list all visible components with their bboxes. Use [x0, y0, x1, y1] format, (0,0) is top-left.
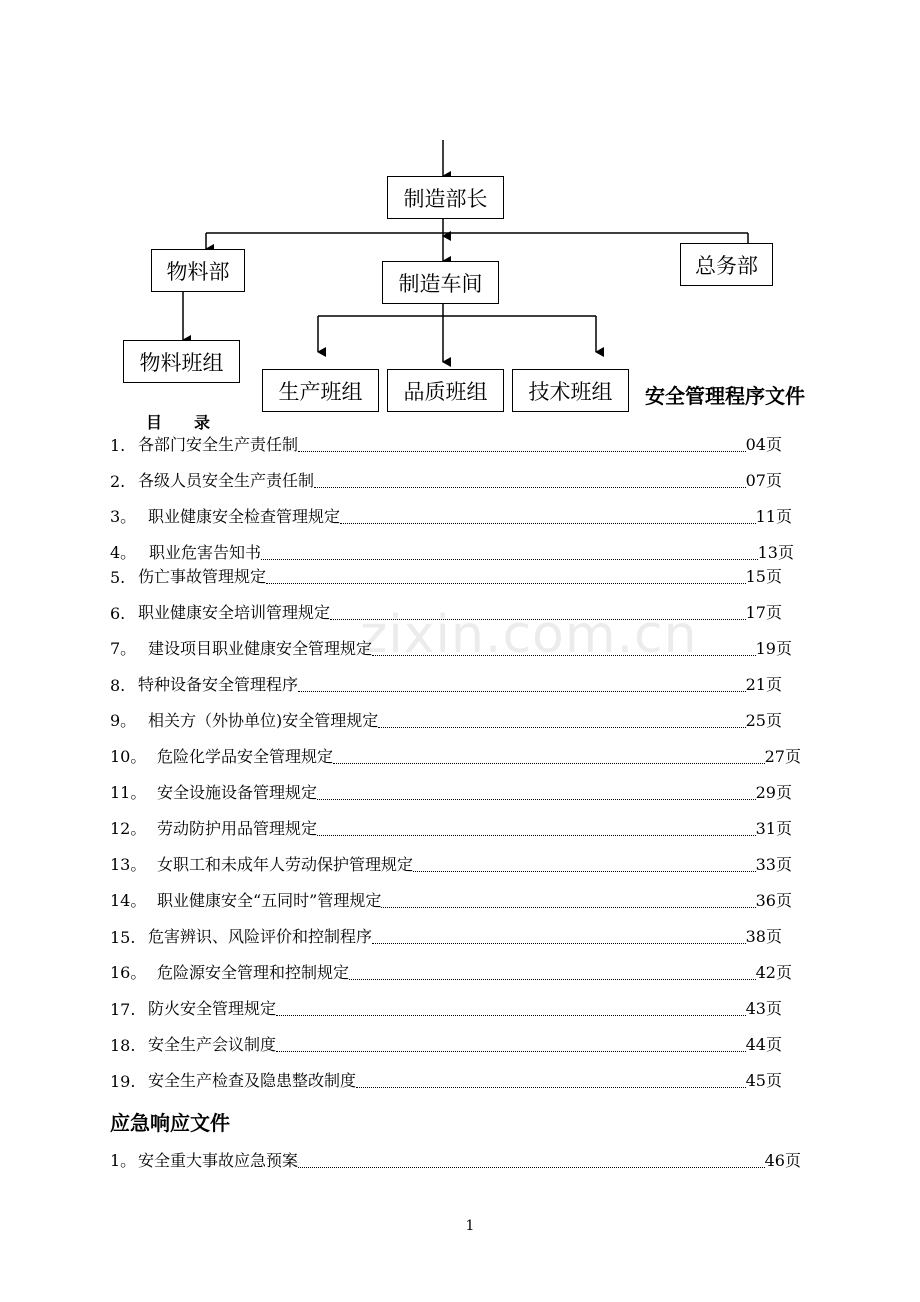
toc-title-text: 职业健康安全培训管理规定 [138, 603, 331, 622]
toc-number: 5. [110, 568, 126, 587]
toc-row [110, 817, 792, 839]
org-box-workshop: 制造车间 [382, 261, 499, 304]
toc-page: 31页 [755, 819, 792, 838]
toc-leader [381, 906, 755, 908]
org-box-quality-team: 品质班组 [387, 369, 504, 412]
toc-leader [413, 870, 756, 872]
toc-number: 14。 [110, 891, 147, 910]
emergency-documents-heading: 应急响应文件 [110, 1111, 230, 1135]
toc-row [110, 469, 782, 491]
toc-row [110, 745, 801, 767]
org-box-technical-team: 技术班组 [512, 369, 629, 412]
toc-title-text: 伤亡事故管理规定 [138, 567, 267, 586]
toc-leader [298, 690, 746, 692]
toc-row [110, 673, 782, 695]
toc-row [110, 637, 792, 659]
toc-page: 25页 [745, 711, 782, 730]
emergency-toc-row [110, 1149, 801, 1171]
org-box-manufacturing-director: 制造部长 [387, 176, 504, 219]
toc-title-text: 职业危害告知书 [149, 543, 262, 562]
toc-title-text: 各部门安全生产责任制 [138, 435, 299, 454]
toc-row [110, 541, 794, 563]
toc-page: 13页 [757, 543, 794, 562]
toc-row [110, 853, 792, 875]
toc-row [110, 961, 792, 983]
toc-page: 43页 [745, 999, 782, 1018]
toc-page: 45页 [745, 1071, 782, 1090]
toc-number: 10。 [110, 747, 147, 766]
toc-leader [333, 762, 765, 764]
toc-number: 15. [110, 928, 136, 947]
toc-leader [314, 486, 746, 488]
toc-title-text: 危险化学品安全管理规定 [157, 747, 334, 766]
toc-leader [330, 618, 746, 620]
safety-documents-heading: 安全管理程序文件 [645, 384, 805, 408]
toc-page: 38页 [745, 927, 782, 946]
toc-title-text: 女职工和未成年人劳动保护管理规定 [157, 855, 414, 874]
toc-number: 11。 [110, 783, 147, 802]
toc-number: 16。 [110, 963, 147, 982]
toc-title-text: 安全重大事故应急预案 [138, 1151, 299, 1170]
toc-page: 11页 [755, 507, 792, 526]
toc-number: 4。 [110, 543, 137, 562]
toc-title-text: 安全设施设备管理规定 [157, 783, 318, 802]
toc-title-text: 安全生产检查及隐患整改制度 [148, 1071, 357, 1090]
org-box-material-team: 物料班组 [123, 340, 240, 383]
toc-number: 1. [110, 436, 126, 455]
toc-leader [298, 450, 746, 452]
toc-number: 1。 [110, 1151, 137, 1170]
toc-number: 18. [110, 1036, 136, 1055]
watermark: zixin.com.cn [360, 605, 698, 665]
toc-leader [261, 558, 758, 560]
toc-number: 13。 [110, 855, 147, 874]
toc-row [110, 709, 782, 731]
toc-row [110, 433, 782, 455]
toc-page: 42页 [755, 963, 792, 982]
toc-number: 7。 [110, 639, 137, 658]
toc-title-text: 危害辨识、风险评价和控制程序 [148, 927, 373, 946]
toc-row [110, 997, 782, 1019]
toc-leader [372, 654, 756, 656]
toc-page: 07页 [745, 471, 782, 490]
toc-title-text: 相关方（外协单位)安全管理规定 [148, 711, 379, 730]
toc-title: 目 录 [146, 413, 211, 432]
toc-page: 15页 [745, 567, 782, 586]
toc-page: 17页 [745, 603, 782, 622]
toc-row [110, 601, 782, 623]
toc-page: 44页 [745, 1035, 782, 1054]
toc-page: 04页 [745, 435, 782, 454]
org-box-production-team: 生产班组 [262, 369, 379, 412]
toc-number: 3。 [110, 507, 137, 526]
toc-title-text: 劳动防护用品管理规定 [157, 819, 318, 838]
org-box-material-dept: 物料部 [151, 249, 245, 292]
toc-number: 2. [110, 472, 126, 491]
toc-title-text: 安全生产会议制度 [148, 1035, 277, 1054]
toc-leader [340, 522, 756, 524]
toc-title-text: 建设项目职业健康安全管理规定 [148, 639, 373, 658]
org-box-general-affairs: 总务部 [680, 243, 773, 286]
page-number: 1 [465, 1218, 475, 1234]
toc-number: 12。 [110, 819, 147, 838]
toc-row [110, 889, 792, 911]
toc-row [110, 925, 782, 947]
toc-page: 27页 [764, 747, 801, 766]
toc-row [110, 1033, 782, 1055]
toc-number: 17. [110, 1000, 136, 1019]
toc-title-text: 各级人员安全生产责任制 [138, 471, 315, 490]
toc-leader [276, 1014, 746, 1016]
toc-page: 36页 [755, 891, 792, 910]
toc-title-text: 职业健康安全检查管理规定 [148, 507, 341, 526]
toc-page: 46页 [764, 1151, 801, 1170]
toc-leader [266, 582, 746, 584]
toc-row [110, 781, 792, 803]
toc-leader [317, 798, 756, 800]
toc-page: 19页 [755, 639, 792, 658]
toc-page: 29页 [755, 783, 792, 802]
toc-leader [276, 1050, 746, 1052]
toc-number: 8. [110, 676, 126, 695]
toc-leader [298, 1166, 765, 1168]
toc-title-text: 危险源安全管理和控制规定 [157, 963, 350, 982]
toc-title-text: 特种设备安全管理程序 [138, 675, 299, 694]
toc-row [110, 1069, 782, 1091]
toc-leader [372, 942, 746, 944]
toc-leader [356, 1086, 746, 1088]
toc-page: 33页 [755, 855, 792, 874]
toc-row [110, 505, 792, 527]
toc-row [110, 565, 782, 587]
toc-title-text: 职业健康安全“五同时”管理规定 [157, 891, 382, 910]
toc-leader [378, 726, 745, 728]
toc-leader [349, 978, 756, 980]
toc-number: 9。 [110, 711, 137, 730]
toc-leader [317, 834, 756, 836]
toc-page: 21页 [745, 675, 782, 694]
toc-title-text: 防火安全管理规定 [148, 999, 277, 1018]
toc-number: 6. [110, 604, 126, 623]
toc-number: 19. [110, 1072, 136, 1091]
